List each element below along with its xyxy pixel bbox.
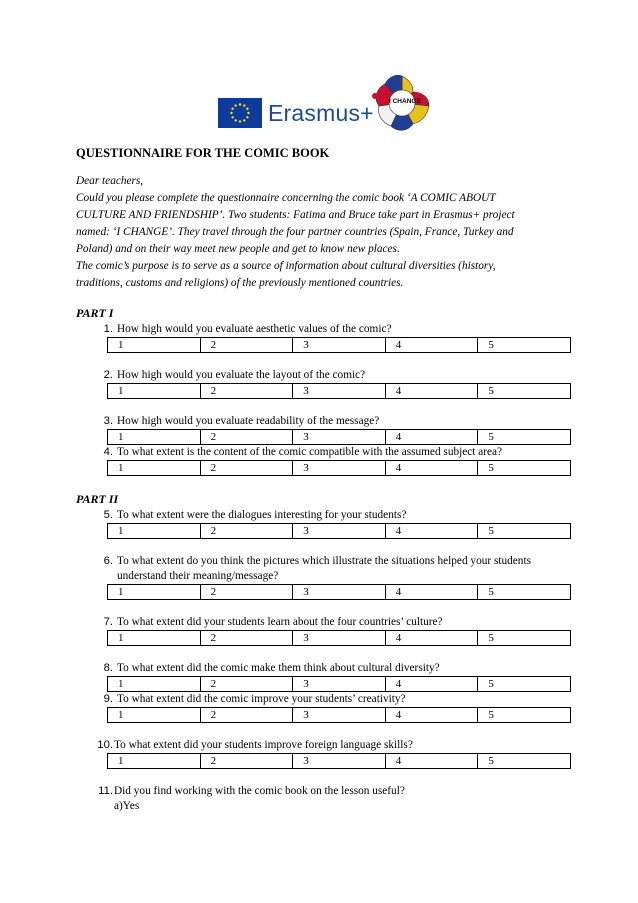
question-text: Did you find working with the comic book on the lesson useful? (114, 785, 405, 797)
rating-option-2[interactable]: 2 (201, 338, 294, 352)
rating-option-4[interactable]: 4 (386, 754, 479, 768)
rating-option-1[interactable]: 1 (108, 384, 201, 398)
question-block (76, 615, 576, 646)
rating-option-1[interactable]: 1 (108, 461, 201, 475)
i-change-logo-text: I CHANGE (389, 98, 421, 105)
question-block (76, 661, 576, 692)
rating-option-1[interactable]: 1 (108, 677, 201, 691)
part-label: PART I (76, 306, 114, 320)
rating-option-4[interactable]: 4 (386, 585, 479, 599)
rating-option-3[interactable]: 3 (293, 677, 386, 691)
i-change-project-logo (369, 70, 435, 136)
question-number: 2. (103, 369, 113, 381)
rating-option-3[interactable]: 3 (293, 585, 386, 599)
question-block (76, 738, 576, 769)
rating-option-1[interactable]: 1 (108, 708, 201, 722)
rating-scale (107, 337, 571, 353)
rating-option-3[interactable]: 3 (293, 631, 386, 645)
rating-option-2[interactable]: 2 (201, 677, 294, 691)
question-number: 10. (97, 739, 113, 751)
question-line (76, 508, 576, 523)
questionnaire-parts (76, 306, 576, 814)
question-text: To what extent do you think the pictures which illustrate the situations helped your students (117, 555, 531, 567)
rating-option-4[interactable]: 4 (386, 524, 479, 538)
rating-option-5[interactable]: 5 (488, 431, 494, 443)
rating-option-2[interactable]: 2 (201, 708, 294, 722)
question-line (76, 322, 576, 337)
question-number: 11. (98, 785, 113, 797)
question-line (76, 738, 576, 753)
eu-flag-icon (218, 98, 262, 128)
rating-option-5[interactable]: 5 (488, 709, 494, 721)
question-text: To what extent were the dialogues interesting for your students? (117, 509, 407, 521)
intro-line: The comic’s purpose is to serve as a source of information about cultural diversities (history, (76, 260, 496, 272)
rating-option-3[interactable]: 3 (293, 708, 386, 722)
question-block (76, 692, 576, 723)
question-text: To what extent did the comic improve your students’ creativity? (117, 693, 406, 705)
question-line (76, 368, 576, 383)
question-text: To what extent is the content of the comic compatible with the assumed subject area? (117, 446, 503, 458)
question-text: To what extent did the comic make them think about cultural diversity? (117, 662, 440, 674)
question-number: 5. (103, 509, 113, 521)
page-title: QUESTIONNAIRE FOR THE COMIC BOOK (76, 146, 330, 160)
rating-option-5[interactable]: 5 (488, 586, 494, 598)
question-number: 9. (103, 693, 113, 705)
question-text: How high would you evaluate the layout of the comic? (117, 369, 366, 381)
question-block (76, 784, 576, 814)
rating-option-2[interactable]: 2 (201, 585, 294, 599)
question-line (76, 554, 576, 569)
rating-option-2[interactable]: 2 (201, 430, 294, 444)
intro-line: Poland) and on their way meet new people and get to know new places. (76, 243, 400, 255)
question-line (76, 692, 576, 707)
question-block (76, 322, 576, 353)
greeting: Dear teachers, (76, 175, 144, 187)
question-line (76, 661, 576, 676)
question-line (76, 414, 576, 429)
intro-line: Could you please complete the questionnaire concerning the comic book ‘A COMIC ABOUT (76, 192, 496, 204)
rating-scale (107, 383, 571, 399)
rating-option-3[interactable]: 3 (293, 384, 386, 398)
question-number: 7. (103, 616, 113, 628)
rating-option-3[interactable]: 3 (293, 524, 386, 538)
rating-option-5[interactable]: 5 (488, 462, 494, 474)
erasmus-plus-wordmark: Erasmus+ (268, 99, 374, 126)
rating-option-5[interactable]: 5 (488, 385, 494, 397)
rating-option-3[interactable]: 3 (293, 754, 386, 768)
question-text: How high would you evaluate readability of the message? (117, 415, 380, 427)
question-block (76, 554, 576, 600)
rating-option-4[interactable]: 4 (386, 384, 479, 398)
rating-option-3[interactable]: 3 (293, 430, 386, 444)
rating-scale (107, 523, 571, 539)
rating-option-4[interactable]: 4 (386, 430, 479, 444)
rating-option-5[interactable]: 5 (488, 339, 494, 351)
rating-option-5[interactable]: 5 (488, 632, 494, 644)
question-line (76, 615, 576, 630)
rating-option-3[interactable]: 3 (293, 461, 386, 475)
question-number: 1. (103, 323, 113, 335)
rating-scale (107, 676, 571, 692)
question-number: 6. (103, 555, 113, 567)
rating-option-1[interactable]: 1 (108, 338, 201, 352)
rating-option-4[interactable]: 4 (386, 461, 479, 475)
question-block (76, 508, 576, 539)
rating-option-1[interactable]: 1 (108, 430, 201, 444)
rating-option-3[interactable]: 3 (293, 338, 386, 352)
question-block (76, 445, 576, 476)
intro-line: named: ‘I CHANGE’. They travel through the four partner countries (Spain, France, Turkey and (76, 226, 514, 238)
rating-scale (107, 707, 571, 723)
rating-option-1[interactable]: 1 (108, 524, 201, 538)
part-label: PART II (76, 492, 119, 506)
intro-text (76, 173, 576, 292)
question-text: To what extent did your students learn about the four countries’ culture? (117, 616, 443, 628)
rating-option-2[interactable]: 2 (201, 384, 294, 398)
questionnaire (76, 146, 576, 814)
rating-option-2[interactable]: 2 (201, 461, 294, 475)
rating-option-2[interactable]: 2 (201, 754, 294, 768)
intro-line: traditions, customs and religions) of the previously mentioned countries. (76, 277, 404, 289)
question-number (76, 569, 114, 584)
question-text: understand their meaning/message? (117, 570, 279, 582)
rating-option-5[interactable]: 5 (488, 525, 494, 537)
rating-scale (107, 753, 571, 769)
rating-option-2[interactable]: 2 (201, 631, 294, 645)
question-line (76, 784, 576, 799)
rating-option-1[interactable]: 1 (108, 631, 201, 645)
rating-option-5[interactable]: 5 (488, 755, 494, 767)
rating-option-5[interactable]: 5 (488, 678, 494, 690)
question-number: 4. (103, 446, 113, 458)
rating-option-1[interactable]: 1 (108, 585, 201, 599)
question-line (76, 569, 576, 584)
intro-line: CULTURE AND FRIENDSHIP’. Two students: Fatima and Bruce take part in Erasmus+ project (76, 209, 515, 221)
question-line (76, 445, 576, 460)
question-block (76, 368, 576, 399)
question-text: To what extent did your students improve foreign language skills? (114, 739, 413, 751)
rating-option-4[interactable]: 4 (386, 338, 479, 352)
rating-option-4[interactable]: 4 (386, 708, 479, 722)
rating-scale (107, 460, 571, 476)
rating-option-2[interactable]: 2 (201, 524, 294, 538)
rating-scale (107, 429, 571, 445)
answer-option[interactable]: a)Yes (114, 800, 140, 812)
erasmus-plus-logo (218, 98, 374, 128)
logo-row (0, 70, 638, 140)
question-text: How high would you evaluate aesthetic values of the comic? (117, 323, 392, 335)
rating-scale (107, 584, 571, 600)
rating-option-4[interactable]: 4 (386, 631, 479, 645)
rating-option-1[interactable]: 1 (108, 754, 201, 768)
question-block (76, 414, 576, 445)
rating-option-4[interactable]: 4 (386, 677, 479, 691)
question-number: 3. (103, 415, 113, 427)
question-number: 8. (103, 662, 113, 674)
rating-scale (107, 630, 571, 646)
